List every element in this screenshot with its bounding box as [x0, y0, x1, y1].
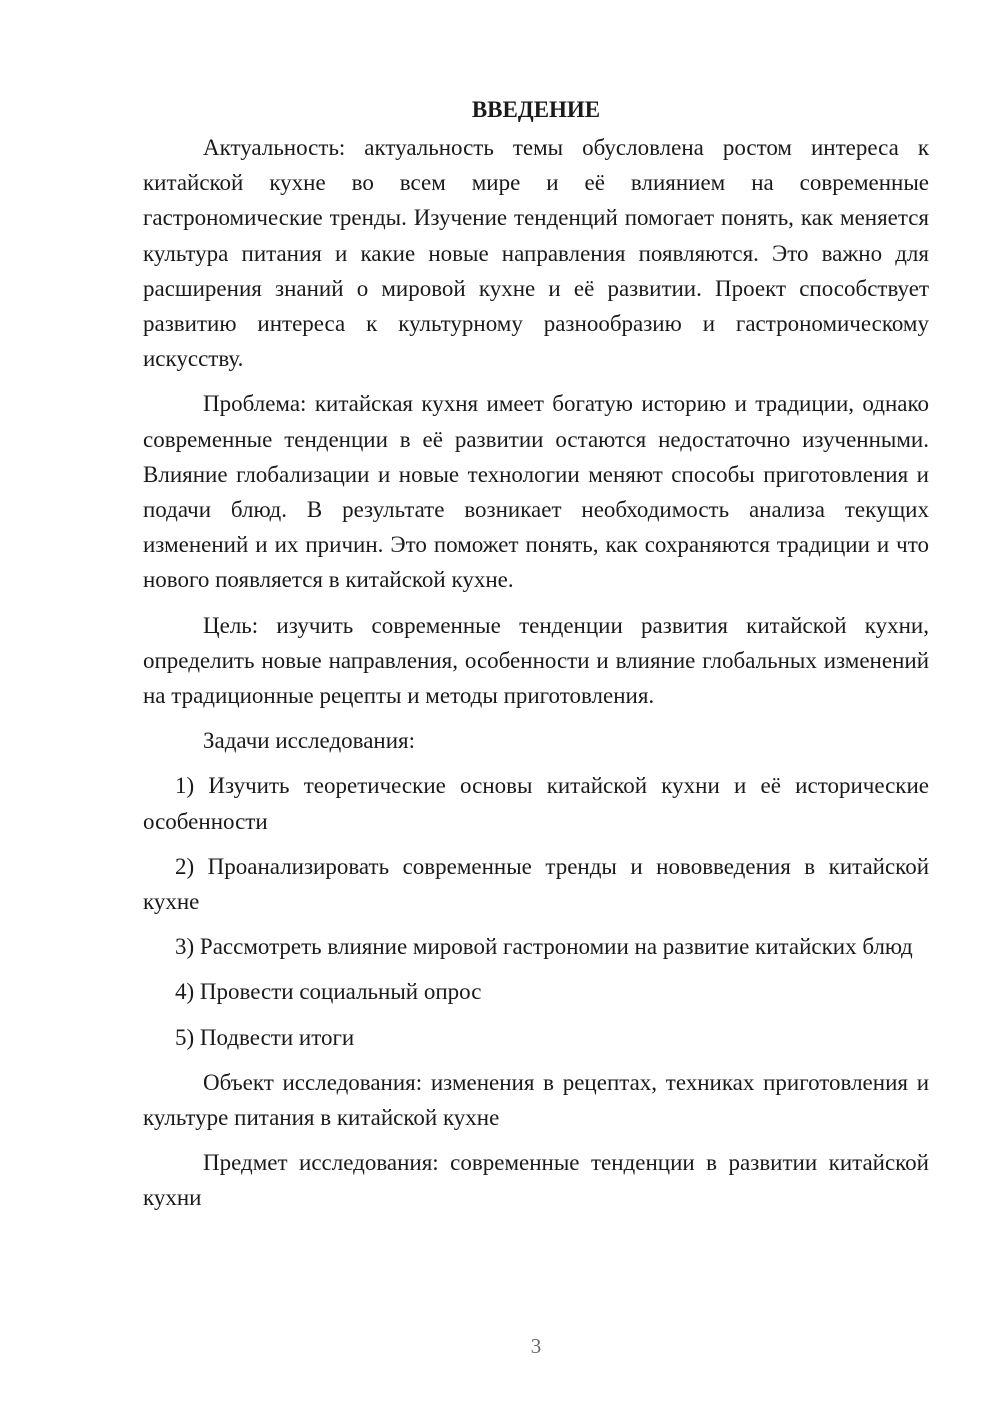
problem-paragraph: Проблема: китайская кухня имеет богатую историю и традиции, однако современные тенденции в её развитии остаются недостаточно изученными. Влияние глобализации и новые технологии меняют способы приготовления и подачи блюд. В результате возникает необходимость анализа текущих изменений и их причин. Это поможет понять, как сохраняются традиции и что нового появляется в китайской кухне. [143, 391, 929, 593]
subject-paragraph: Предмет исследования: современные тенденции в развитии китайской кухни [143, 1150, 929, 1211]
object-paragraph: Объект исследования: изменения в рецептах, техниках приготовления и культуре питания в китайской кухне [143, 1069, 929, 1131]
page-number: 3 [530, 1334, 542, 1358]
tasks-title: Задачи исследования: [203, 728, 416, 754]
task-item-2: 2) Проанализировать современные тренды и нововведения в китайской кухне [143, 853, 929, 915]
task-item-1: 1) Изучить теоретические основы китайской кухни и её исторические особенности [143, 773, 929, 834]
task-item-3: 3) Рассмотреть влияние мировой гастрономии на развитие китайских блюд [175, 934, 913, 960]
goal-paragraph: Цель: изучить современные тенденции развития китайской кухни, определить новые направления, особенности и влияние глобальных изменений на традиционные рецепты и методы приготовления. [143, 612, 929, 709]
task-item-4: 4) Провести социальный опрос [175, 979, 482, 1005]
actuality-paragraph: Актуальность: актуальность темы обусловлена ростом интереса к китайской кухне во всем мире и её влиянием на современные гастрономические тренды. Изучение тенденций помогает понять, как меняется культура питания и какие новые направления появляются. Это важно для расширения знаний о мировой кухне и её развитии. Проект способствует развитию интереса к культурному разнообразию и гастрономическому искусству. [143, 135, 929, 372]
task-item-5: 5) Подвести итоги [175, 1024, 355, 1050]
page-heading: ВВЕДЕНИЕ [471, 97, 601, 122]
document-page [143, 92, 929, 1216]
